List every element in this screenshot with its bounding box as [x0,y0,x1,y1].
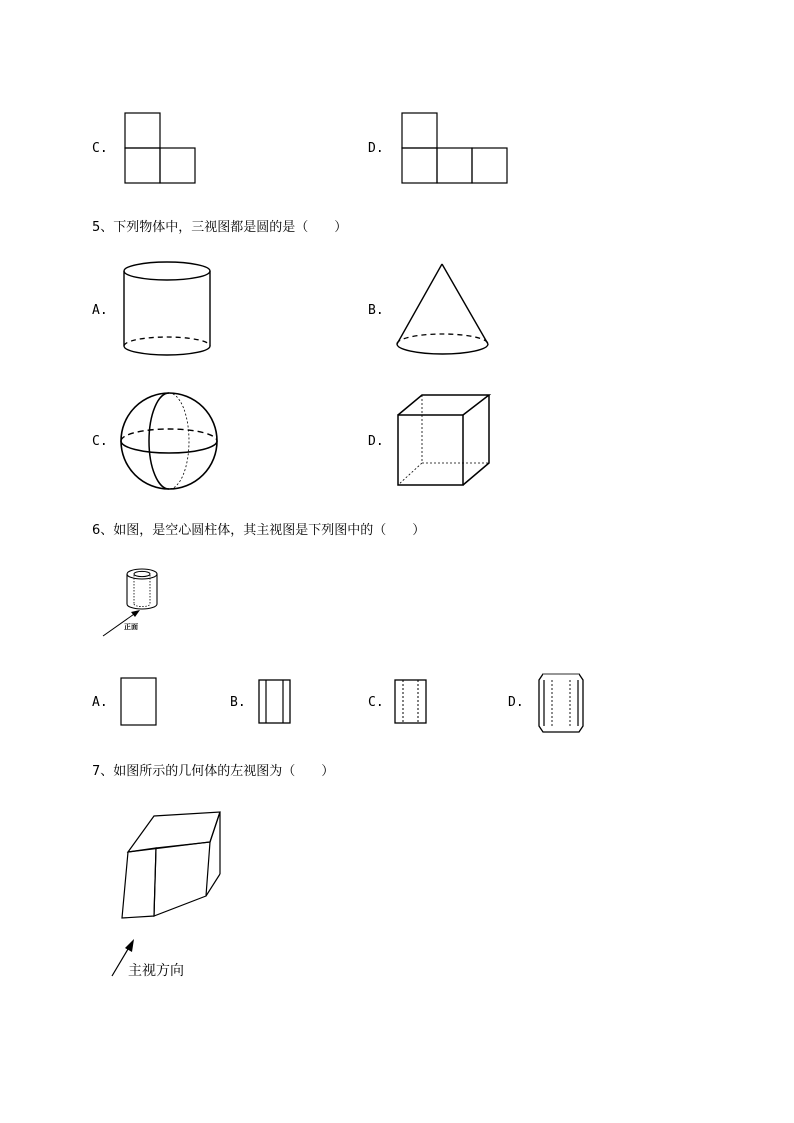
q4-option-d-figure[interactable] [401,112,511,186]
q5-option-c-sphere[interactable] [118,390,222,494]
q6-option-c-figure[interactable] [393,678,429,726]
q6-option-d-figure[interactable] [537,670,587,734]
q5-option-a-label: A. [92,303,108,318]
q4-option-c-figure[interactable] [124,112,198,186]
q6-option-b-figure[interactable] [257,678,293,726]
q7-solid-figure [108,808,228,980]
q5-question-text: 5、下列物体中，三视图都是圆的是（ ） [92,220,348,235]
q6-option-a-label: A. [92,695,108,710]
q6-option-d-label: D. [508,695,524,710]
q5-option-b-label: B. [368,303,384,318]
q4-option-d-label: D. [368,141,384,156]
q6-option-a-figure[interactable] [119,676,159,728]
q4-option-c-label: C. [92,141,108,156]
q7-direction-label: 主视方向 [128,963,184,979]
q5-option-d-label: D. [368,434,384,449]
q5-option-a-cylinder[interactable] [122,260,214,360]
q5-option-c-label: C. [92,434,108,449]
q5-option-b-cone[interactable] [394,262,494,358]
q6-question-text: 6、如图，是空心圆柱体，其主视图是下列图中的（ ） [92,523,426,538]
q6-front-label: 正面 [124,623,138,631]
q7-question-text: 7、如图所示的几何体的左视图为（ ） [92,764,335,779]
q6-option-c-label: C. [368,695,384,710]
q5-option-d-cube[interactable] [396,393,492,489]
q6-option-b-label: B. [230,695,246,710]
